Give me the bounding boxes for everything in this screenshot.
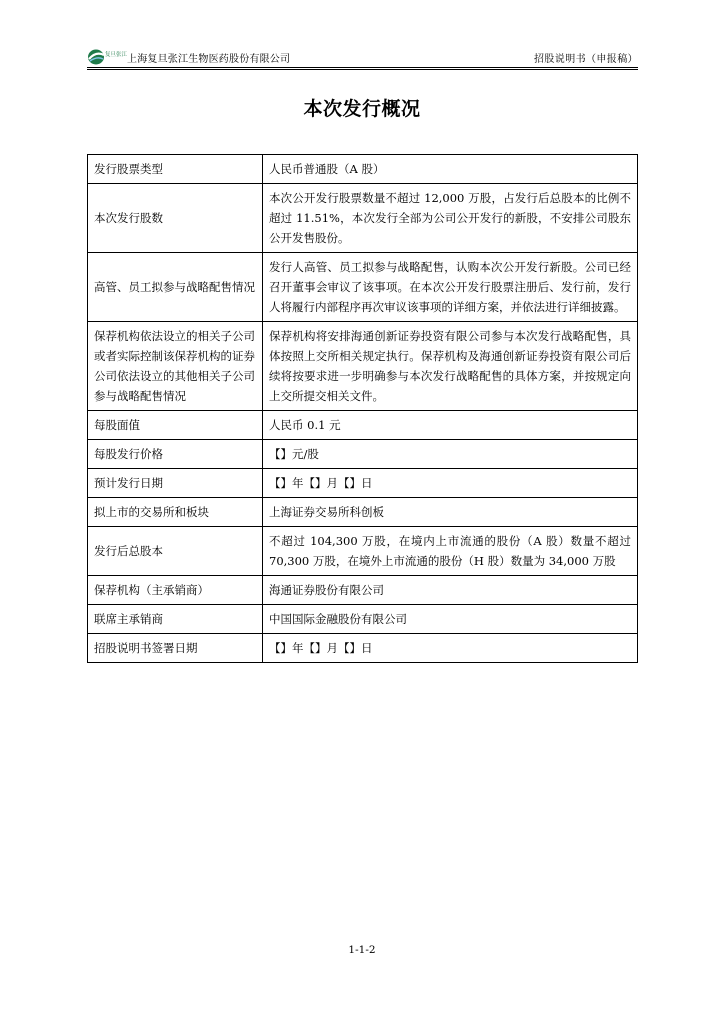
table-row <box>88 253 638 322</box>
row-value: 发行人高管、员工拟参与战略配售，认购本次公开发行新股。公司已经召开董事会审议了该事项。在本次公开发行股票注册后、发行前，发行人将履行内部程序再次审议该事项的详细方案，并依法进行详细披露。 <box>263 253 638 322</box>
table-row <box>88 634 638 663</box>
row-label: 发行后总股本 <box>88 527 263 576</box>
row-value: 海通证券股份有限公司 <box>263 576 638 605</box>
offering-overview-table <box>87 154 638 663</box>
row-label: 发行股票类型 <box>88 155 263 184</box>
row-label: 每股面值 <box>88 411 263 440</box>
table-row <box>88 469 638 498</box>
row-label: 高管、员工拟参与战略配售情况 <box>88 253 263 322</box>
table-row <box>88 184 638 253</box>
row-label: 保荐机构（主承销商） <box>88 576 263 605</box>
table-row <box>88 411 638 440</box>
header-rule-thin <box>87 69 638 70</box>
row-value: 本次公开发行股票数量不超过 12,000 万股，占发行后总股本的比例不超过 11.51%，本次发行全部为公司公开发行的新股，不安排公司股东公开发售股份。 <box>263 184 638 253</box>
row-value: 【】年【】月【】日 <box>263 634 638 663</box>
row-label: 每股发行价格 <box>88 440 263 469</box>
row-value: 【】元/股 <box>263 440 638 469</box>
row-label: 联席主承销商 <box>88 605 263 634</box>
table-row <box>88 576 638 605</box>
row-value: 【】年【】月【】日 <box>263 469 638 498</box>
table-row <box>88 322 638 411</box>
row-label: 保荐机构依法设立的相关子公司或者实际控制该保荐机构的证券公司依法设立的其他相关子公司参与战略配售情况 <box>88 322 263 411</box>
row-value: 中国国际金融股份有限公司 <box>263 605 638 634</box>
row-value: 不超过 104,300 万股，在境内上市流通的股份（A 股）数量不超过 70,300 万股，在境外上市流通的股份（H 股）数量为 34,000 万股 <box>263 527 638 576</box>
page-title: 本次发行概况 <box>303 98 421 120</box>
row-value: 保荐机构将安排海通创新证券投资有限公司参与本次发行战略配售，具体按照上交所相关规定执行。保荐机构及海通创新证券投资有限公司后续将按要求进一步明确参与本次发行战略配售的具体方案，并按规定向上交所提交相关文件。 <box>263 322 638 411</box>
row-label: 预计发行日期 <box>88 469 263 498</box>
table-row <box>88 498 638 527</box>
row-value: 人民币普通股（A 股） <box>263 155 638 184</box>
table-row <box>88 527 638 576</box>
row-label: 拟上市的交易所和板块 <box>88 498 263 527</box>
company-logo <box>87 48 127 66</box>
table-row <box>88 605 638 634</box>
table-row <box>88 440 638 469</box>
document-type: 招股说明书（申报稿） <box>534 54 638 65</box>
page-number: 1-1-2 <box>348 944 376 956</box>
header-rule-thick <box>87 67 638 68</box>
row-label: 本次发行股数 <box>88 184 263 253</box>
row-label: 招股说明书签署日期 <box>88 634 263 663</box>
page-header <box>87 48 638 66</box>
company-name: 上海复旦张江生物医药股份有限公司 <box>127 54 291 65</box>
logo-text: 复旦张江 <box>105 52 127 58</box>
row-value: 上海证券交易所科创板 <box>263 498 638 527</box>
table-row <box>88 155 638 184</box>
row-value: 人民币 0.1 元 <box>263 411 638 440</box>
